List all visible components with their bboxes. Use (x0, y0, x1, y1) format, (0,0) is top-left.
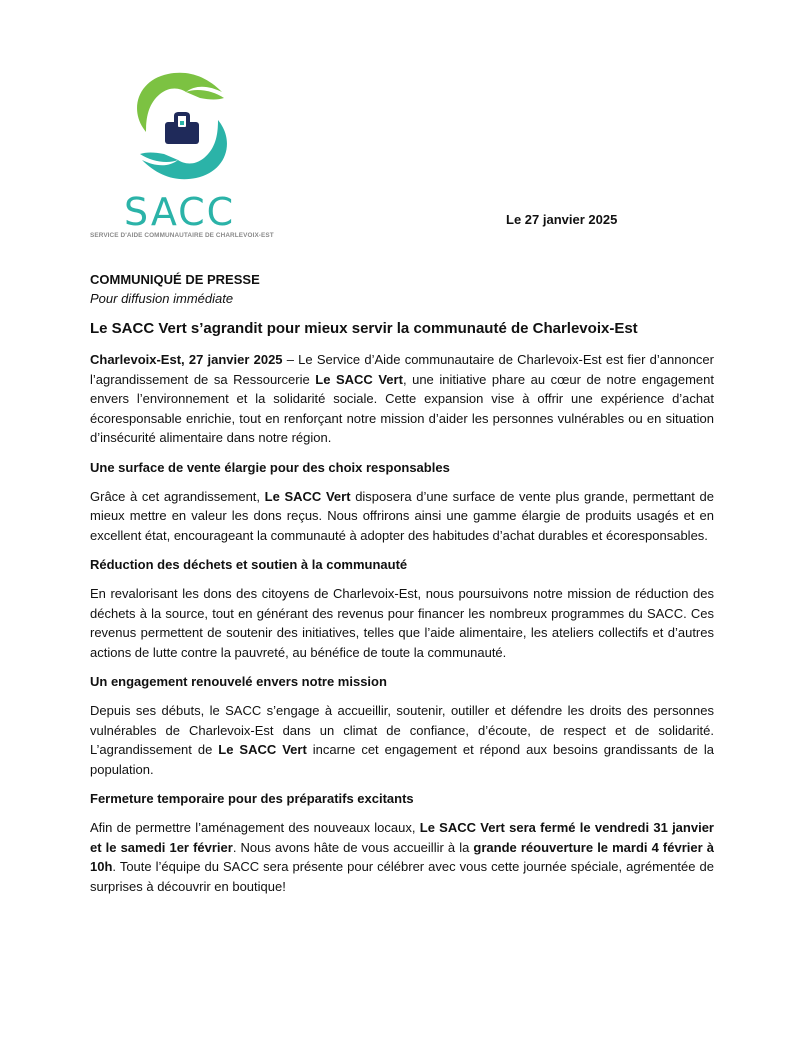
section-heading: Fermeture temporaire pour des préparatifs excitants (90, 791, 414, 806)
section-paragraph: Afin de permettre l’aménagement des nouveaux locaux, Le SACC Vert sera fermé le vendredi 31 janvier et le samedi 1er février. Nous avons hâte de vous accueillir à la grande réouverture le mardi 4 février à 10h. Toute l’équipe du SACC sera présente pour célébrer avec vous cette journée spéciale, agrémentée de surprises à découvrir en boutique! (90, 820, 714, 894)
logo-subtitle: SERVICE D'AIDE COMMUNAUTAIRE DE CHARLEVOIX-EST (90, 232, 274, 239)
dateline: Charlevoix-Est, 27 janvier 2025 (90, 352, 283, 367)
logo-wordmark: SACC (124, 190, 236, 234)
section-paragraph: Grâce à cet agrandissement, Le SACC Vert disposera d’une surface de vente plus grande, permettant de mieux mettre en valeur les dons reçus. Nous offrirons ainsi une gamme élargie de produits usagés et en excellent état, encourageant la communauté à adopter des habitudes d’achat durables et écoresponsables. (90, 488, 714, 543)
section-heading: Une surface de vente élargie pour des choix responsables (90, 459, 450, 475)
section-heading: Un engagement renouvelé envers notre mission (90, 674, 387, 689)
document-date: Le 27 janvier 2025 (506, 212, 618, 227)
section-heading: Réduction des déchets et soutien à la communauté (90, 557, 408, 572)
section-paragraph: Depuis ses débuts, le SACC s’engage à accueillir, soutenir, outiller et défendre les droits des personnes vulnérables de Charlevoix-Est dans un climat de confiance, d’écoute, de respect et de solidarité. L’agrandissement de Le SACC Vert incarne cet engagement et répond aux besoins grandissants de la population. (90, 703, 714, 777)
section-paragraph: En revalorisant les dons des citoyens de Charlevoix-Est, nous poursuivons notre mission de réduction des déchets à la source, tout en générant des revenus pour financer les nombreux programmes du SACC. Ces revenus permettent de soutenir des initiatives, telles que l’aide alimentaire, les ateliers collectifs et d’autres actions de lutte contre la pauvreté, au bénéfice de toute la communauté. (90, 586, 714, 660)
press-release-label: COMMUNIQUÉ DE PRESSE (90, 272, 260, 287)
headline: Le SACC Vert s’agrandit pour mieux servir la communauté de Charlevoix-Est (90, 320, 638, 337)
press-release-body (90, 270, 714, 906)
release-timing: Pour diffusion immédiate (90, 291, 234, 306)
hands-briefcase-icon (126, 70, 238, 182)
sacc-logo (88, 70, 278, 242)
intro-paragraph: Charlevoix-Est, 27 janvier 2025 – Le Service d’Aide communautaire de Charlevoix-Est est fier d’annoncer l’agrandissement de sa Ressourcerie Le SACC Vert, une initiative phare au cœur de notre engagement envers l’environnement et la solidarité sociale. Cette expansion vise à offrir une expérience d’achat écoresponsable enrichie, tout en renforçant notre mission d’aider les personnes vulnérables ou en situation d’insécurité alimentaire dans notre région. (90, 352, 715, 445)
